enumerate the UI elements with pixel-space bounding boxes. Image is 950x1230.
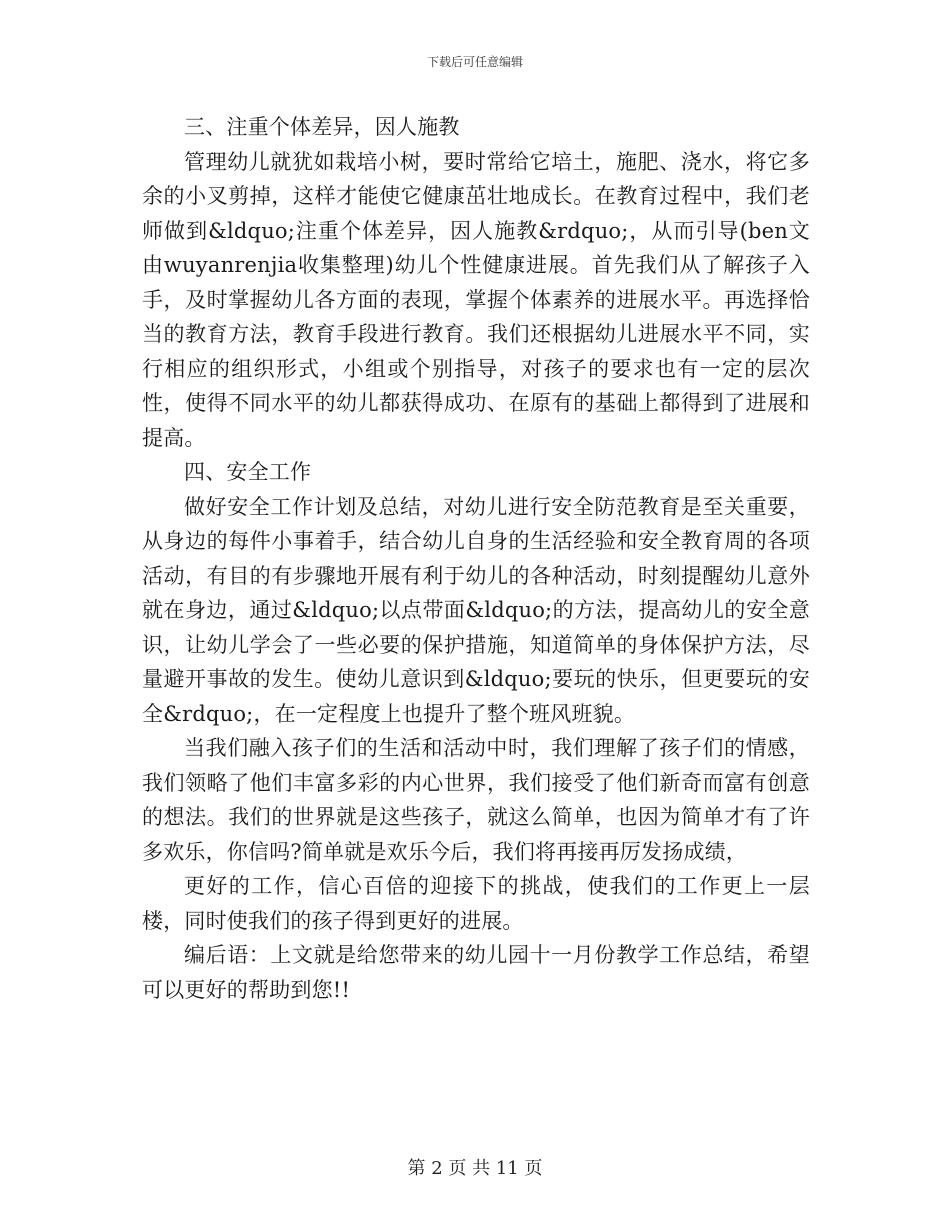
page-number-footer: 第 2 页 共 11 页 xyxy=(407,1158,543,1179)
paragraph-better-work: 更好的工作，信心百倍的迎接下的挑战，使我们的工作更上一层楼，同时使我们的孩子得到更好的进展。 xyxy=(142,874,810,933)
document-body xyxy=(142,110,810,1007)
paragraph-safety-work: 做好安全工作计划及总结，对幼儿进行安全防范教育是至关重要，从身边的每件小事着手，结合幼儿自身的生活经验和安全教育周的各项活动，有目的有步骤地开展有利于幼儿的各种活动，时刻提醒幼儿意外就在身边，通过&ldquo;以点带面&ldquo;的方法，提高幼儿的安全意识，让幼儿学会了一些必要的保护措施，知道简单的身体保护方法，尽量避开事故的发生。使幼儿意识到&ldquo;要玩的快乐，但更要玩的安全&rdquo;，在一定程度上也提升了整个班风班貌。 xyxy=(142,494,810,726)
section-heading-safety-work: 四、安全工作 xyxy=(184,460,312,484)
paragraph-individual-differences: 管理幼儿就犹如栽培小树，要时常给它培土，施肥、浇水，将它多余的小叉剪掉，这样才能使它健康茁壮地成长。在教育过程中，我们老师做到&ldquo;注重个体差异，因人施教&rdquo;，从而引导(ben文由wuyanrenjia收集整理)幼儿个性健康进展。首先我们从了解孩子入手，及时掌握幼儿各方面的表现，掌握个体素养的进展水平。再选择恰当的教育方法，教育手段进行教育。我们还根据幼儿进展水平不同，实行相应的组织形式，小组或个别指导，对孩子的要求也有一定的层次性，使得不同水平的幼儿都获得成功、在原有的基础上都得到了进展和提高。 xyxy=(142,149,810,450)
page-header-note: 下载后可任意编辑 xyxy=(426,55,523,69)
paragraph-children-world: 当我们融入孩子们的生活和活动中时，我们理解了孩子们的情感，我们领略了他们丰富多彩的内心世界，我们接受了他们新奇而富有创意的想法。我们的世界就是这些孩子，就这么简单，也因为简单才有了许多欢乐，你信吗?简单就是欢乐今后，我们将再接再厉发扬成绩， xyxy=(142,736,810,864)
section-heading-individual-differences: 三、注重个体差异，因人施教 xyxy=(184,115,460,139)
paragraph-editor-note: 编后语：上文就是给您带来的幼儿园十一月份教学工作总结，希望可以更好的帮助到您!! xyxy=(142,943,810,1002)
